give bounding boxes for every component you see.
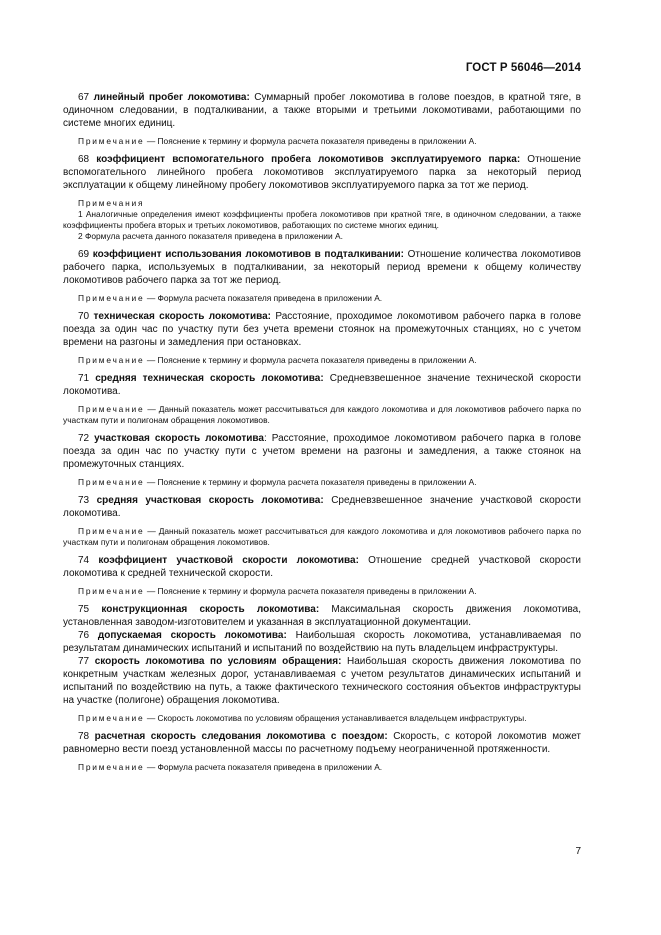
term-number: 73 [78, 495, 90, 506]
term-definition: Отношение средней участковой скорости локомотива к средней технической скорости. [63, 555, 581, 579]
note-item: 2 Формула расчета данного показателя приведена в приложении А. [78, 231, 343, 241]
term-definition: Максимальная скорость движения локомотива, установленная заводом-изготовителем и указанная в эксплуатационной документации. [63, 604, 582, 628]
term-name: расчетная скорость следования локомотива с поездом: [94, 731, 388, 742]
term-entry [63, 153, 581, 192]
term-number: 77 [78, 656, 90, 667]
term-number: 78 [78, 731, 90, 742]
page-number: 7 [575, 846, 581, 857]
term-name: коэффициент вспомогательного пробега локомотивов эксплуатируемого парка: [96, 154, 521, 165]
term-definition: Отношение вспомогательного линейного пробега локомотивов эксплуатируемого парка за некоторый период эксплуатации к общему линейному пробегу локомотивов эксплуатируемого парка за тот же период. [63, 154, 581, 191]
term-name: конструкционная скорость локомотива: [101, 604, 320, 615]
note-text: — Пояснение к термину и формула расчета показателя приведены в приложении А. [146, 136, 477, 146]
note-text: — Скорость локомотива по условиям обращения устанавливается владельцем инфраструктуры. [146, 713, 527, 723]
note [63, 526, 581, 548]
note-text: — Пояснение к термину и формула расчета показателя приведены в приложении А. [146, 477, 477, 487]
note [63, 586, 581, 597]
term-entry [63, 730, 581, 756]
note-label: Примечание [78, 293, 145, 303]
note-text: — Формула расчета показателя приведена в приложении А. [146, 293, 383, 303]
note [63, 477, 581, 488]
term-number: 69 [78, 249, 90, 260]
term-number: 70 [78, 311, 90, 322]
term-name: участковая скорость локомотива [94, 433, 264, 444]
note [63, 762, 581, 773]
term-entry [63, 603, 581, 629]
note-label: Примечание [78, 586, 145, 596]
note [63, 355, 581, 366]
term-name: средняя участковая скорость локомотива: [96, 495, 324, 506]
term-number: 72 [78, 433, 90, 444]
term-name: техническая скорость локомотива: [93, 311, 271, 322]
term-entry [63, 432, 581, 471]
term-definition: Отношение количества локомотивов рабочего парка, используемых в подталкивании, за некоторый период времени к общему количеству локомотивов рабочего парка за тот же период. [63, 249, 581, 286]
document-header: ГОСТ Р 56046—2014 [465, 62, 581, 74]
term-entry [63, 655, 581, 707]
term-name: скорость локомотива по условиям обращения: [94, 656, 342, 667]
term-number: 67 [78, 92, 90, 103]
note-label: Примечание [78, 526, 145, 536]
note-text: — Данный показатель может рассчитываться для каждого локомотива и для локомотивов рабочего парка по участкам пути и полигонам обращения локомотивов. [63, 404, 582, 425]
term-definition: Скорость, с которой локомотив может равномерно вести поезд установленной массы по расчетному подъему неограниченной протяженности. [63, 731, 582, 755]
note-label: Примечание [78, 355, 145, 365]
term-entry [63, 310, 581, 349]
note-label: Примечание [78, 136, 145, 146]
term-name: допускаемая скорость локомотива: [97, 630, 287, 641]
term-entry [63, 494, 581, 520]
term-number: 71 [78, 373, 90, 384]
notes-group [63, 198, 581, 242]
note-label: Примечание [78, 477, 145, 487]
term-number: 74 [78, 555, 90, 566]
term-name: линейный пробег локомотива: [93, 92, 250, 103]
note-label: Примечание [78, 713, 145, 723]
term-definition: Средневзвешенное значение технической скорости локомотива. [63, 373, 582, 397]
note [63, 404, 581, 426]
term-number: 68 [78, 154, 90, 165]
note-label: Примечание [78, 404, 145, 414]
note-text: — Данный показатель может рассчитываться для каждого локомотива и для локомотивов рабочего парка по участкам пути и полигонам обращения локомотивов. [63, 526, 582, 547]
term-entry [63, 248, 581, 287]
term-definition: Средневзвешенное значение участковой скорости локомотива. [63, 495, 581, 519]
note [63, 713, 581, 724]
term-definition: Наибольшая скорость локомотива, устанавливаемая по результатам динамических испытаний и испытаний по воздействию на путь владельцем инфраструктуры. [63, 630, 582, 654]
notes-label: Примечания [78, 198, 145, 208]
term-definition: Суммарный пробег локомотива в голове поездов, в кратной тяге, в одиночном следовании, в подталкивании, а также вторыми и третьими локомотивами, работающими по системе многих единиц. [63, 92, 581, 129]
note-label: Примечание [78, 762, 145, 772]
term-entry [63, 372, 581, 398]
term-definition: Расстояние, проходимое локомотивом рабочего парка в голове поезда за один час по участку пути без учета времени стоянок на промежуточных станциях, но с учетом времени на разгоны и замедления при остановках. [63, 311, 582, 348]
term-number: 76 [78, 630, 90, 641]
term-entry [63, 629, 581, 655]
term-entry [63, 91, 581, 130]
term-name: коэффициент использования локомотивов в подталкивании: [92, 249, 404, 260]
note-text: — Пояснение к термину и формула расчета показателя приведены в приложении А. [146, 586, 477, 596]
term-name: средняя техническая скорость локомотива: [95, 373, 324, 384]
note [63, 293, 581, 304]
term-definition: Наибольшая скорость движения локомотива по конкретным участкам железных дорог, устанавливаемая с учетом результатов динамических испытаний и испытаний по воздействию на путь, а также фактического технического состояния объектов инфраструктуры на участке (полигоне) обращения локомотива. [63, 656, 581, 706]
document-body [63, 91, 581, 779]
term-entry [63, 554, 581, 580]
note-text: — Формула расчета показателя приведена в приложении А. [146, 762, 383, 772]
note [63, 136, 581, 147]
term-definition: : Расстояние, проходимое локомотивом рабочего парка в голове поезда за один час по участку пути с учетом времени на разгоны и замедления, а также стоянок на промежуточных станциях. [63, 433, 582, 470]
note-item: 1 Аналогичные определения имеют коэффициенты пробега локомотивов при кратной тяге, в одиночном следовании, а также коэффициенты пробега вторых и третьих локомотивов, работающих по системе многих единиц. [63, 209, 581, 230]
note-text: — Пояснение к термину и формула расчета показателя приведены в приложении А. [146, 355, 477, 365]
term-name: коэффициент участковой скорости локомотива: [98, 555, 359, 566]
term-number: 75 [78, 604, 90, 615]
